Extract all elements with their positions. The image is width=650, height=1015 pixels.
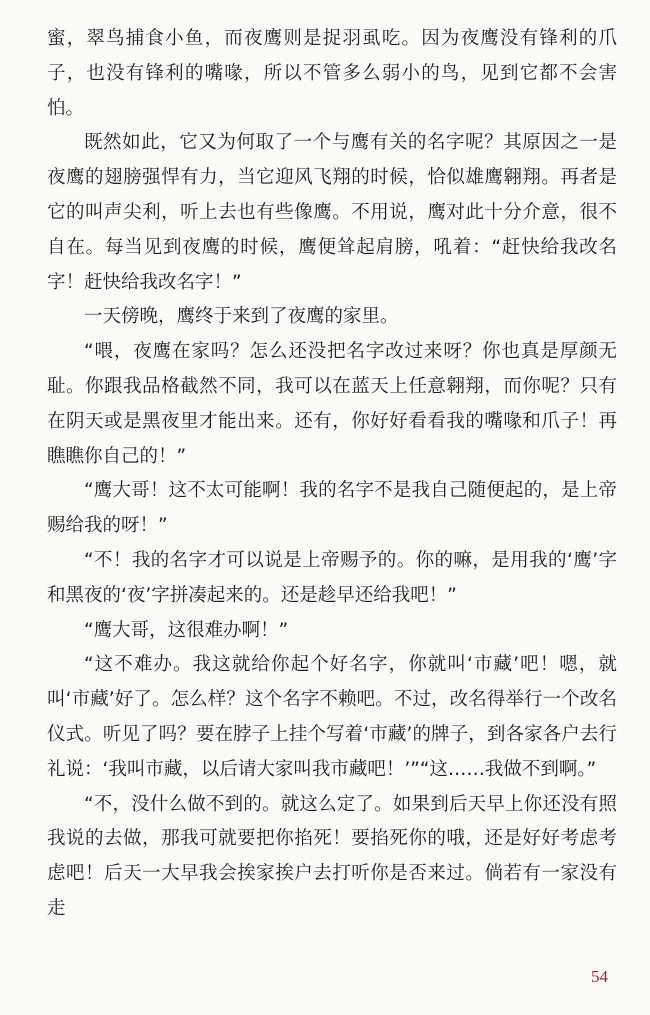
page-number: 54 [591,967,608,986]
paragraph-7: “鹰大哥，这很难办啊！” [84,619,289,641]
paragraph-8: “这不难办。我这就给你起个好名字，你就叫‘市藏’吧！嗯，就叫‘市藏’好了。怎么样？这个名字不赖吧。不过，改名得举行一个改名仪式。听见了吗？要在脖子上挂个写着‘市藏’的牌子，到各家各户去行礼说：‘我叫市藏，以后请大家叫我市藏吧！’”“这……我做不到啊。” [47,654,617,780]
paragraph-1: 蜜，翠鸟捕食小鱼，而夜鹰则是捉羽虱吃。因为夜鹰没有锋利的爪子，也没有锋利的嘴喙，所以不管多么弱小的鸟，见到它都不会害怕。 [47,28,617,119]
paragraph-9: “不，没什么做不到的。就这么定了。如果到后天早上你还没有照我说的去做，那我可就要把你掐死！要掐死你的哦，还是好好考虑考虑吧！后天一大早我会挨家挨户去打听你是否来过。倘若有一家没有走 [47,793,617,919]
paragraph-2: 既然如此，它又为何取了一个与鹰有关的名字呢？其原因之一是夜鹰的翅膀强悍有力，当它迎风飞翔的时候，恰似雄鹰翱翔。再者是它的叫声尖利，听上去也有些像鹰。不用说，鹰对此十分介意，很不自在。每当见到夜鹰的时候，鹰便耸起肩膀，吼着：“赶快给我改名字！赶快给我改名字！” [47,132,617,293]
paragraph-3: 一天傍晚，鹰终于来到了夜鹰的家里。 [84,306,399,328]
body-text [47,22,617,927]
paragraph-5: “鹰大哥！这不太可能啊！我的名字不是我自己随便起的，是上帝赐给我的呀！” [47,480,617,537]
paragraph-6: “不！我的名字才可以说是上帝赐予的。你的嘛，是用我的‘鹰’字和黑夜的‘夜’字拼凑起来的。还是趁早还给我吧！” [47,549,617,606]
paragraph-4: “喂，夜鹰在家吗？怎么还没把名字改过来呀？你也真是厚颜无耻。你跟我品格截然不同，我可以在蓝天上任意翱翔，而你呢？只有在阴天或是黑夜里才能出来。还有，你好好看看我的嘴喙和爪子！再瞧瞧你自己的！” [47,341,617,467]
